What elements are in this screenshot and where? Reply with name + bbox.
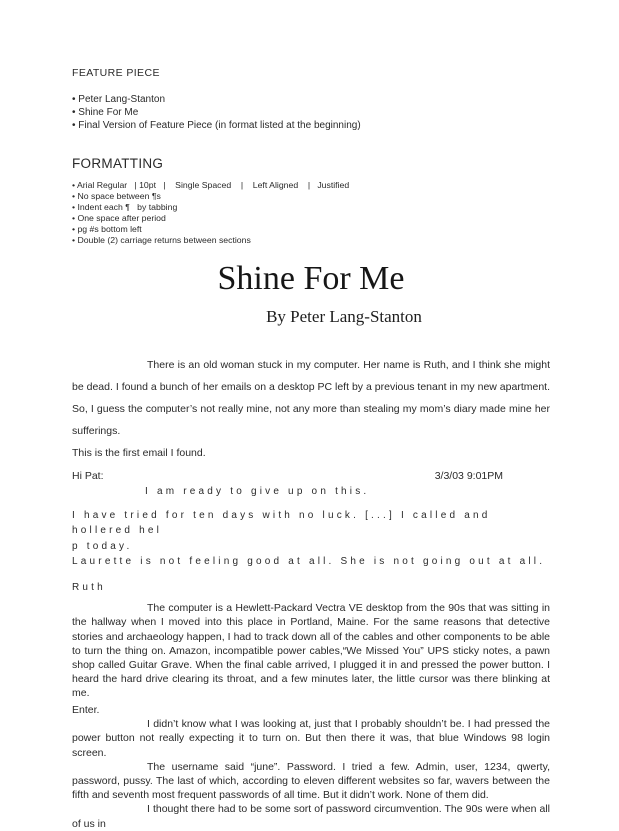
formatting-bullet-list bbox=[72, 180, 550, 246]
document-content bbox=[72, 67, 550, 831]
formatting-bullet-spacing: • No space between ¶s bbox=[72, 191, 161, 201]
body-paragraph: The username said “june”. Password. I tried a few. Admin, user, 1234, qwerty, password, pussy. The last of which, according to eleven different websites so far, wavers between the fifth and seventh most frequent passwords of all time. But it didn’t work. None of them did. bbox=[72, 760, 550, 802]
formatting-bullet-pagenumbers: • pg #s bottom left bbox=[72, 224, 142, 234]
article-byline: By Peter Lang-Stanton bbox=[266, 307, 422, 326]
formatting-bullet-indent: • Indent each ¶ by tabbing bbox=[72, 202, 178, 212]
body-paragraph: I didn’t know what I was looking at, just that I probably shouldn’t be. I had pressed the power button not really expecting it to turn on. But then there it was, that blue Windows 98 login screen. bbox=[72, 718, 550, 759]
email-signature: Ruth bbox=[72, 582, 106, 594]
body-paragraph-enter: Enter. bbox=[72, 703, 100, 716]
email-body-line: p today. bbox=[72, 540, 133, 552]
formatting-bullet-carriage: • Double (2) carriage returns between sections bbox=[72, 235, 251, 245]
intro-paragraph: There is an old woman stuck in my computer. Her name is Ruth, and I think she might be dead. I found a bunch of her emails on a desktop PC left by a previous tenant in my new apartment. So, I guess the computer’s not really mine, not any more than stealing my mom’s diary made mine her sufferings. bbox=[72, 359, 550, 437]
email-body-line: I have tried for ten days with no luck. [...] I called and hollered hel bbox=[72, 510, 491, 537]
email-greeting: Hi Pat: bbox=[72, 470, 104, 482]
email-body bbox=[72, 508, 550, 569]
feature-bullet-author: • Peter Lang-Stanton bbox=[72, 94, 166, 105]
feature-piece-bullet-list bbox=[72, 93, 550, 132]
formatting-bullet-period: • One space after period bbox=[72, 213, 166, 223]
email-opening-line: I am ready to give up on this. bbox=[145, 486, 370, 497]
article-title: Shine For Me bbox=[217, 260, 405, 297]
email-lead-in: This is the first email I found. bbox=[72, 447, 206, 459]
body-paragraph: The computer is a Hewlett-Packard Vectra VE desktop from the 90s that was sitting in the hallway when I moved into this place in Portland, Maine. For the same reasons that detective stories and archaeology happen, I had to track down all of the cables and other components to be able to turn the thing on. Amazon, incompatible power cables,“We Missed You” UPS sticky notes, a pawn shop called Guitar Grave. When the final cable arrived, I plugged it in and pressed the power button. I heard the hard drive clearing its throat, and a few minutes later, the little cursor was there blinking at me. bbox=[72, 602, 550, 700]
formatting-heading: FORMATTING bbox=[72, 156, 164, 171]
formatting-bullet-font: • Arial Regular | 10pt | Single Spaced | Left Aligned | Justified bbox=[72, 180, 350, 190]
feature-bullet-version: • Final Version of Feature Piece (in format listed at the beginning) bbox=[72, 120, 361, 131]
email-header-row bbox=[72, 470, 550, 483]
email-body-line: Laurette is not feeling good at all. She is not going out at all. bbox=[72, 555, 546, 567]
feature-bullet-title: • Shine For Me bbox=[72, 107, 139, 118]
feature-piece-heading: FEATURE PIECE bbox=[72, 67, 160, 79]
email-timestamp: 3/3/03 9:01PM bbox=[434, 470, 503, 482]
body-paragraph: I thought there had to be some sort of password circumvention. The 90s were when all of us in bbox=[72, 803, 550, 830]
